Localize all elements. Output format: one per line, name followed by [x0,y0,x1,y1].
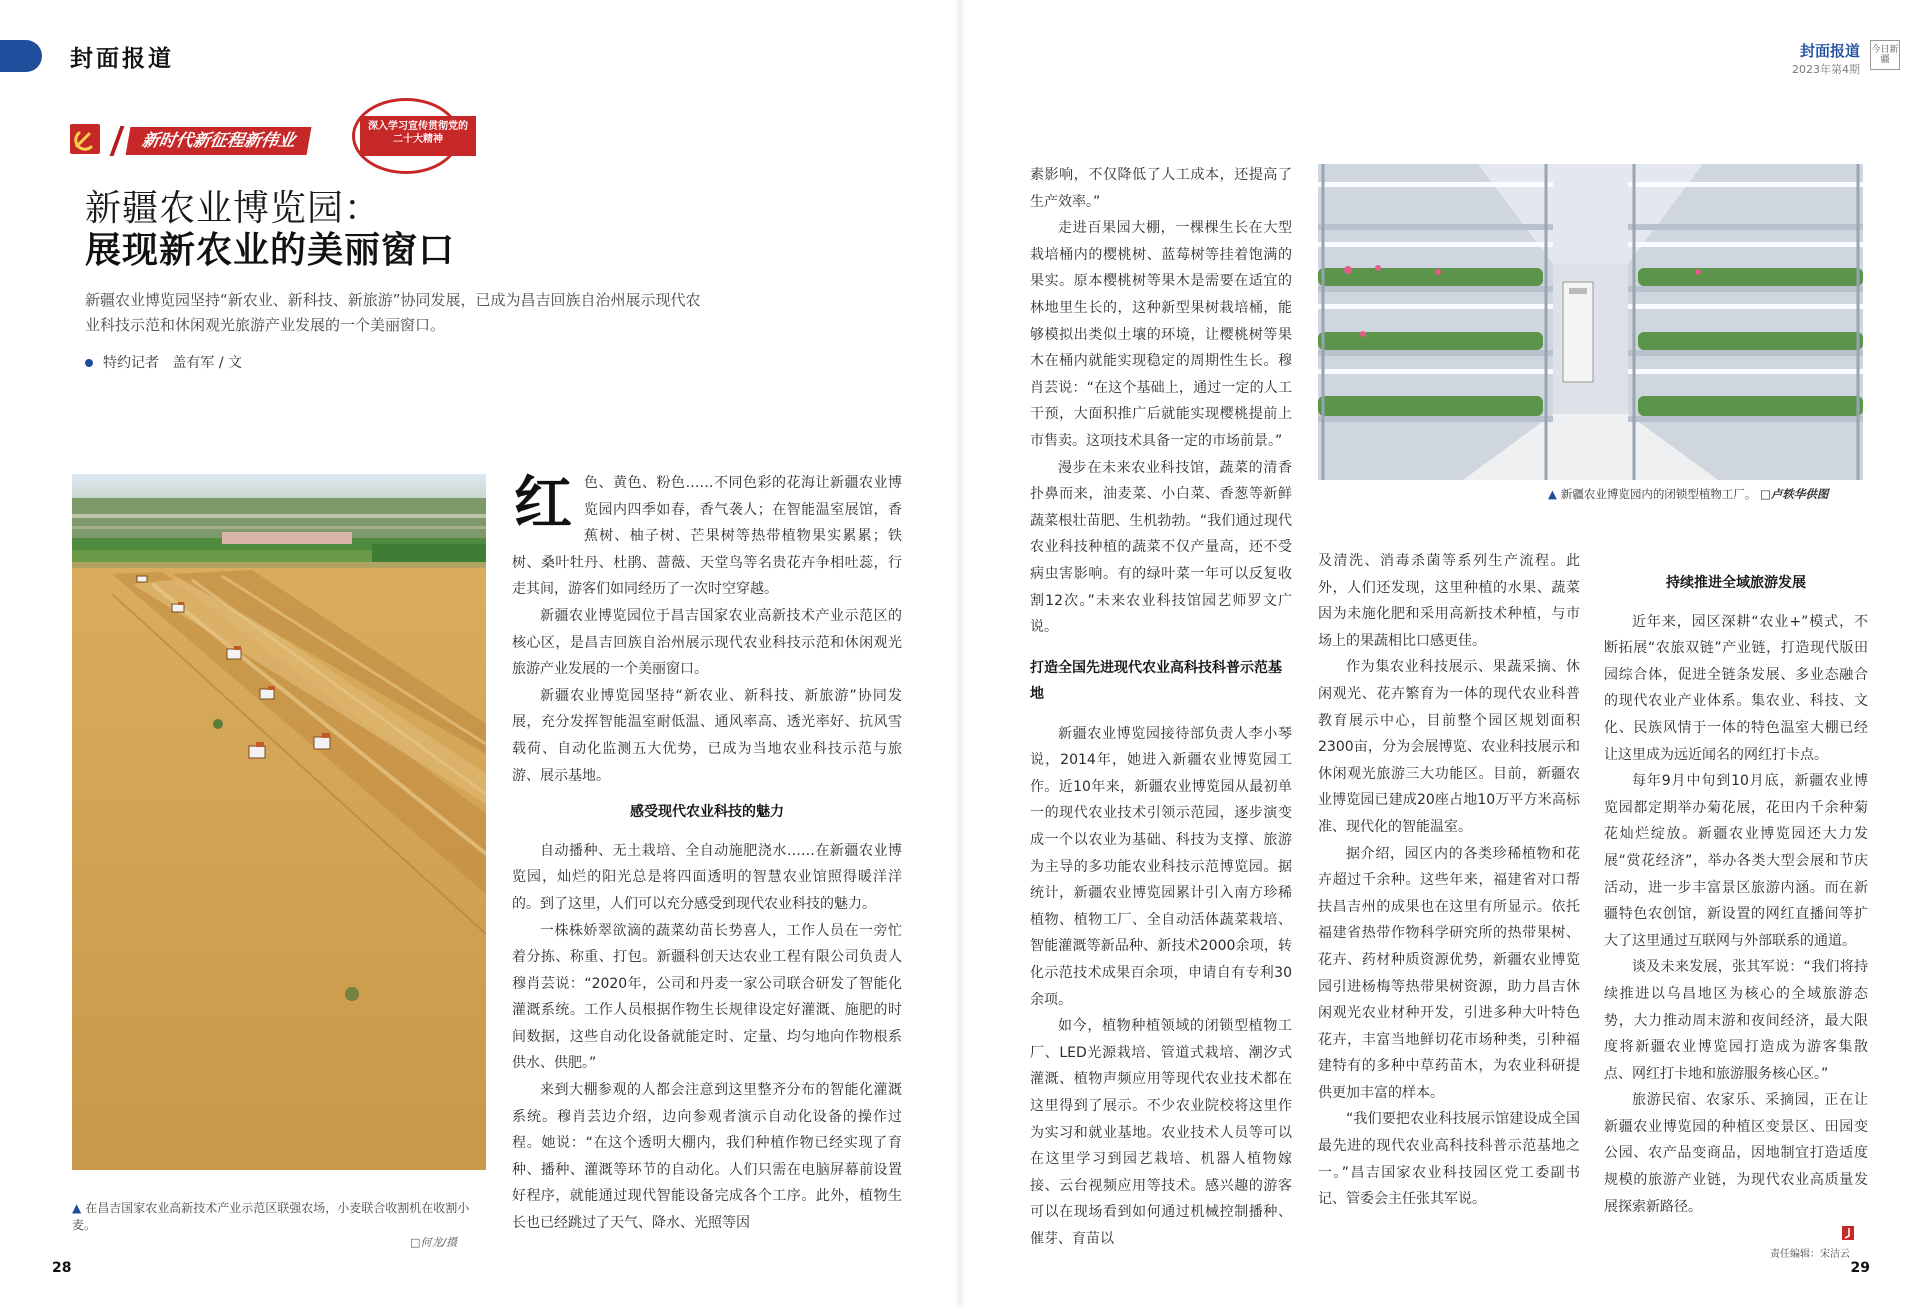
dropcap: 红 [513,469,572,537]
paragraph: 作为集农业科技展示、果蔬采摘、休闲观光、花卉繁育为一体的现代农业科普教育展示中心，目前整个园区规划面积2300亩，分为会展博览、农业科技展示和休闲观光旅游三大功能区。目前，新疆农业博览园已建成20座占地10万平方米高标准、现代化的智能温室。 [1318,659,1580,835]
page-number-right: 29 [1850,1260,1870,1276]
paragraph: 每年9月中旬到10月底，新疆农业博览园都定期举办菊花展，花田内千余种菊花灿烂绽放。新疆农业博览园还大力发展“赏花经济”，举办各类大型会展和节庆活动，进一步丰富景区旅游内涵。而在新疆特色农创馆，新设置的网红直播间等扩大了这里通过互联网与外部联系的通道。 [1604,773,1868,949]
paragraph: 来到大棚参观的人都会注意到这里整齐分布的智能化灌溉系统。穆肖芸边介绍，边向参观者演示自动化设备的操作过程。她说：“在这个透明大棚内，我们种植作物已经实现了育种、播种、灌溉等环节的自动化。人们只需在电脑屏幕前设置好程序，就能通过现代智能设备完成各个工序。此外，植物生长也已经跳过了天气、降水、光照等因 [512,1082,902,1232]
paragraph: 色、黄色、粉色……不同色彩的花海让新疆农业博览园内四季如春，香气袭人；在智能温室展馆，香蕉树、柚子树、芒果树等热带植物果实累累；铁树、桑叶牡丹、杜鹃、蔷薇、天堂鸟等名贵花卉争相吐蕊，行走其间，游客们如同经历了一次时空穿越。 [512,475,902,598]
paragraph: 近年来，园区深耕“农业+”模式，不断拓展“农旅双链”产业链，打造现代版田园综合体，促进全链条发展、多业态融合的现代农业产业体系。集农业、科技、文化、民族风情于一体的特色温室大棚已经让这里成为远近闻名的网红打卡点。 [1604,613,1868,763]
paragraph: 一株株娇翠欲滴的蔬菜幼苗长势喜人，工作人员在一旁忙着分拣、称重、打包。新疆科创天达农业工程有限公司负责人穆肖芸说：“2020年，公司和丹麦一家公司联合研发了智能化灌溉系统。工作人员根据作物生长规律设定好灌溉、施肥的时间数据，这些自动化设备就能定时、定量、均匀地向作物根系供水、供肥。” [512,922,902,1072]
running-header-title: 封面报道 [1799,42,1860,60]
photo1-credit: □何龙/摄 [410,1236,458,1249]
article-column-c [1318,548,1580,1213]
page-gutter [955,0,965,1307]
magazine-badge: 今日新疆 [1870,40,1900,70]
subheading: 打造全国先进现代农业高科技科普示范基地 [1030,659,1282,702]
photo2-caption-text: 新疆农业博览园内的闭锁型植物工厂。 [1560,487,1757,501]
photo2-credit: □卢轶华供图 [1760,487,1829,501]
paragraph: 漫步在未来农业科技馆，蔬菜的清香扑鼻而来，油麦菜、小白菜、香葱等新鲜蔬菜根壮苗肥、生机勃勃。“我们通过现代农业科技种植的蔬菜不仅产量高，还不受病虫害影响。有的绿叶菜一年可以反复收割12次。”未来农业科技馆园艺师罗文广说。 [1030,459,1292,636]
party-emblem-icon [70,124,100,154]
paragraph: 自动播种、无土栽培、全自动施肥浇水……在新疆农业博览园，灿烂的阳光总是将四面透明的智慧农业馆照得暖洋洋的。到了这里，人们可以充分感受到现代农业科技的魅力。 [512,842,902,912]
article-lede: 新疆农业博览园坚持“新农业、新科技、新旅游”协同发展，已成为昌吉回族自治州展示现代农业科技示范和休闲观光旅游产业发展的一个美丽窗口。 [85,291,701,334]
theme-tag: 新时代新征程新伟业 [126,127,312,155]
article-title-line2: 展现新农业的美丽窗口 [85,230,456,271]
article-column-a [512,470,902,1237]
wheat-harvest-photo [72,474,486,1170]
article-column-d [1604,560,1868,1220]
paragraph: 新疆农业博览园位于昌吉国家农业高新技术产业示范区的核心区，是昌吉回族自治州展示现代农业科技示范和休闲观光旅游产业发展的一个美丽窗口。 [512,607,902,678]
photo2-caption [1548,486,1828,502]
paragraph: 素影响，不仅降低了人工成本，还提高了生产效率。” [1030,167,1292,210]
running-header [1792,40,1860,77]
caption-triangle-icon: ▲ [1548,487,1557,501]
byline [85,352,242,372]
paragraph: 如今，植物种植领域的闭锁型植物工厂、LED光源栽培、管道式栽培、潮汐式灌溉、植物声频应用等现代农业技术都在这里得到了展示。不少农业院校将这里作为实习和就业基地。农业技术人员等可以在这里学习到园艺栽培、机器人植物嫁接、云台视频应用等技术。感兴趣的游客可以在现场看到如何通过机械控制播种、催芽、育苗以 [1030,1018,1292,1247]
subheading: 持续推进全域旅游发展 [1666,575,1806,591]
paragraph: 走进百果园大棚，一棵棵生长在大型栽培桶内的樱桃树、蓝莓树等挂着饱满的果实。原本樱桃树等果木是需要在适宜的林地里生长的，这种新型果树栽培桶，能够模拟出类似土壤的环境，让樱桃树等果木在桶内就能实现稳定的周期性生长。穆肖芸说：“在这个基础上，通过一定的人工干预，大面积推广后就能实现樱桃提前上市售卖。这项技术具备一定的市场前景。” [1030,220,1292,449]
paragraph: 谈及未来发展，张其军说：“我们将持续推进以乌昌地区为核心的全域旅游态势，大力推动周末游和夜间经济，最大限度将新疆农业博览园打造成为游客集散点、网红打卡地和旅游服务核心区。” [1604,959,1868,1082]
section-label: 封面报道 [70,45,174,72]
caption-triangle-icon: ▲ [72,1201,82,1215]
paragraph: 新疆农业博览园坚持“新农业、新科技、新旅游”协同发展，充分发挥智能温室耐低温、通风率高、透光率好、抗风雪载荷、自动化监测五大优势，已成为当地农业科技示范与旅游、展示基地。 [512,687,902,784]
plant-factory-photo [1318,164,1863,480]
byline-role: 特约记者 [103,355,159,371]
photo1-caption [72,1200,486,1234]
article-end-mark-icon [1842,1226,1854,1240]
byline-bullet-icon [85,359,93,367]
congress-badge [352,98,476,168]
paragraph: 及清洗、消毒杀菌等系列生产流程。此外，人们还发现，这里种植的水果、蔬菜因为未施化肥和采用高新技术种植，与市场上的果蔬相比口感更佳。 [1318,553,1580,649]
congress-badge-text: 深入学习宣传贯彻党的二十大精神 [360,116,476,156]
article-column-b [1030,162,1292,1253]
article-title-line1: 新疆农业博览园： [85,188,382,229]
paragraph: 据介绍，园区内的各类珍稀植物和花卉超过千余种。这些年来，福建省对口帮扶昌吉州的成果也在这里有所显示。依托福建省热带作物科学研究所的热带果树、花卉、药材种质资源优势，新疆农业博览园引进杨梅等热带果树资源，助力昌吉休闲观光农业材种开发，引进多种大叶特色花卉，丰富当地鲜切花市场种类，引种福建特有的多种中草药苗木，为农业科研提供更加丰富的样本。 [1318,845,1580,1101]
photo1-caption-text: 在昌吉国家农业高新技术产业示范区联强农场，小麦联合收割机在收割小麦。 [72,1201,470,1232]
section-tab-marker [0,40,42,72]
subheading: 感受现代农业科技的魅力 [630,804,784,821]
byline-suffix: / 文 [218,355,242,371]
page-number-left: 28 [52,1260,72,1276]
paragraph: 新疆农业博览园接待部负责人李小琴说，2014年，她进入新疆农业博览园工作。近10年来，新疆农业博览园从最初单一的现代农业技术引领示范园，逐步演变成一个以农业为基础、科技为支撑、旅游为主导的多功能农业科技示范博览园。据统计，新疆农业博览园累计引入南方珍稀植物、植物工厂、全自动活体蔬菜栽培、智能灌溉等新品种、新技术2000余项，转化示范技术成果百余项，申请自有专利30余项。 [1030,725,1292,1008]
responsible-editor: 责任编辑：宋洁云 [1770,1249,1850,1260]
paragraph: “我们要把农业科技展示馆建设成全国最先进的现代农业高科技科普示范基地之一。”昌吉国家农业科技园区党工委副书记、管委会主任张其军说。 [1318,1111,1580,1208]
issue-number: 2023年第4期 [1792,63,1860,76]
paragraph: 旅游民宿、农家乐、采摘园，正在让新疆农业博览园的种植区变景区、田园变公园、农产品变商品，因地制宜打造适度规模的旅游产业链，为现代农业高质量发展探索新路径。 [1604,1092,1868,1215]
byline-name: 盖有军 [172,355,215,371]
